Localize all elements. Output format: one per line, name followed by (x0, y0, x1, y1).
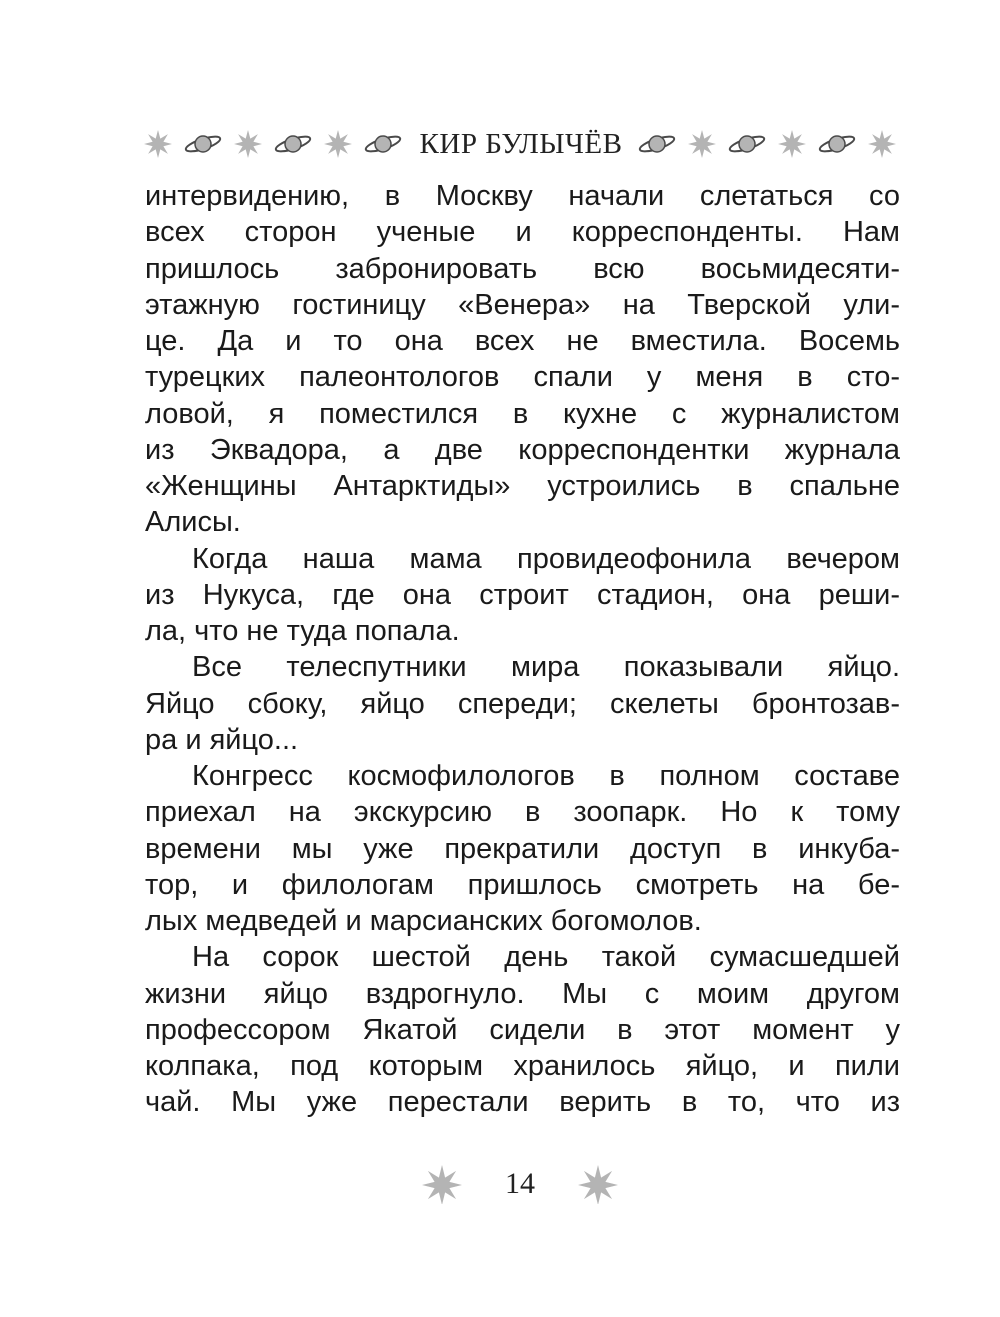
text-line: тор, и филологам пришлось смотреть на бе- (145, 868, 900, 901)
star-icon (420, 1164, 464, 1204)
text-line: из Нукуса, где она строит стадион, она реши- (145, 578, 900, 611)
page-body (145, 178, 900, 1121)
star-icon (778, 130, 806, 158)
text-line: «Женщины Антарктиды» устроились в спальне (145, 470, 900, 502)
text-line: Алисы. (145, 506, 241, 539)
text-line: приехал на экскурсию в зоопарк. Но к тому (145, 796, 900, 829)
header-title: КИР БУЛЫЧЁВ (419, 128, 623, 160)
text-line: времени мы уже прекратили доступ в инкуба- (145, 832, 900, 865)
star-icon (324, 130, 352, 158)
running-head (140, 122, 900, 166)
text-line: ла, что не туда попала. (145, 615, 460, 647)
page-number: 14 (505, 1167, 535, 1200)
planet-icon (638, 134, 675, 155)
text-line: интервидению, в Москву начали слетаться со (145, 180, 900, 212)
text-line: Когда наша мама провидеофонила вечером (192, 542, 900, 575)
text-line: пришлось забронировать всю восьмидесяти- (145, 252, 900, 285)
star-icon (144, 130, 172, 158)
header-ornament-left (140, 122, 410, 166)
text-line: этажную гостиницу «Венера» на Тверской ули- (145, 288, 900, 321)
planet-icon (364, 134, 401, 155)
text-line: чай. Мы уже перестали верить в то, что из (145, 1086, 900, 1119)
star-icon (234, 130, 262, 158)
text-line: ра и яйцо... (145, 723, 299, 756)
text-line: Яйцо сбоку, яйцо спереди; скелеты бронтозав- (145, 687, 900, 720)
text-line: лых медведей и марсианских богомолов. (145, 905, 702, 937)
text-line: турецких палеонтологов спали у меня в сто- (145, 361, 900, 394)
text-line: из Эквадора, а две корреспондентки журнала (145, 433, 900, 466)
text-line: профессором Якатой сидели в этот момент у (145, 1013, 900, 1046)
planet-icon (728, 134, 765, 155)
text-line: жизни яйцо вздрогнуло. Мы с моим другом (145, 977, 900, 1010)
text-line: колпака, под которым хранилось яйцо, и пили (145, 1050, 900, 1082)
text-line: це. Да и то она всех не вместила. Восемь (145, 325, 900, 357)
text-line: На сорок шестой день такой сумасшедшей (192, 941, 900, 974)
header-ornament-right (632, 122, 900, 166)
planet-icon (274, 134, 311, 155)
text-line: всех сторон ученые и корреспонденты. Нам (145, 216, 900, 249)
text-line: Конгресс космофилологов в полном составе (192, 760, 900, 792)
star-icon (576, 1164, 620, 1204)
planet-icon (184, 134, 221, 155)
planet-icon (818, 134, 855, 155)
page-folio (420, 1162, 620, 1206)
text-line: ловой, я поместился в кухне с журналистом (145, 397, 900, 430)
text-line: Все телеспутники мира показывали яйцо. (192, 651, 900, 684)
star-icon (868, 130, 896, 158)
star-icon (688, 130, 716, 158)
